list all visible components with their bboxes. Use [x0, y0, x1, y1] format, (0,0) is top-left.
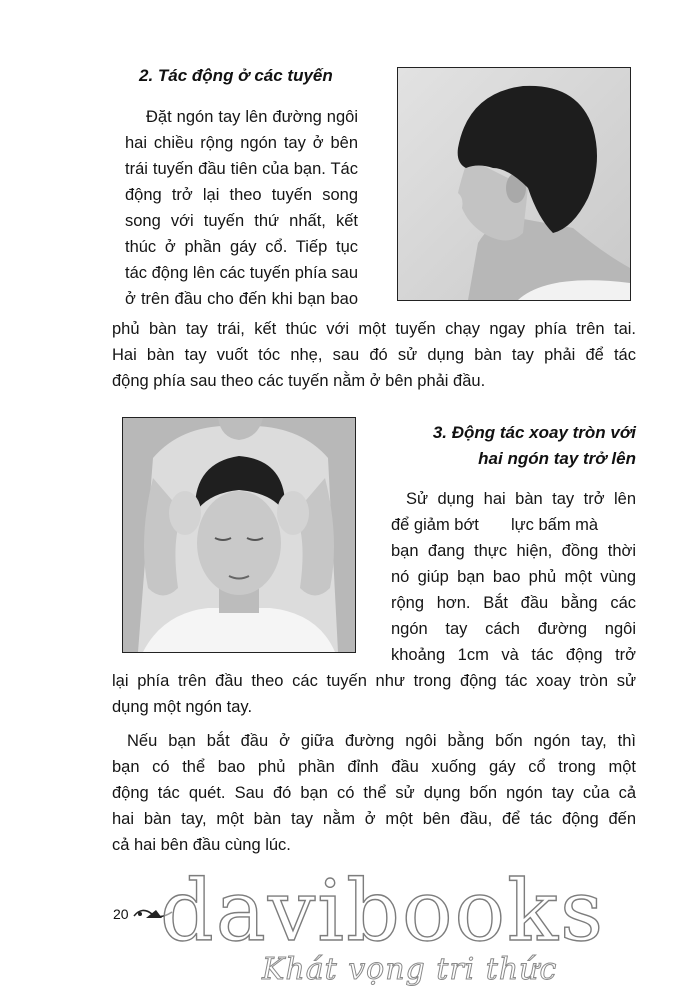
section-3-heading-line-2: hai ngón tay trở lên	[478, 449, 636, 468]
section-2-line-9: phủ bàn tay trái, kết thúc với một tuyến chạy ngay phía trên tai.	[112, 320, 636, 338]
paragraph-3-line-4: hai bàn tay, một bàn tay nằm ở một bên đầu, để tác động đến	[112, 810, 636, 828]
section-2-line-6: thúc ở phần gáy cổ. Tiếp tục	[125, 238, 358, 256]
section-2-line-1: Đặt ngón tay lên đường ngôi	[146, 108, 358, 126]
paragraph-3-line-2: bạn có thể bao phủ phần đỉnh đầu xuống gáy cổ trong một	[112, 758, 636, 776]
section-3-line-9: dụng một ngón tay.	[112, 698, 253, 716]
paragraph-3-line-1: Nếu bạn bắt đầu ở giữa đường ngôi bằng bốn ngón tay, thì	[127, 732, 636, 750]
section-3-heading-line-1: 3. Động tác xoay tròn với	[432, 423, 636, 442]
section-3-line-6: ngón tay cách đường ngôi	[391, 620, 636, 638]
section-2-line-10: Hai bàn tay vuốt tóc nhẹ, sau đó sử dụng bàn tay phải để tác	[112, 346, 636, 364]
front-view-illustration	[123, 418, 355, 652]
photo-two-hands-massage	[122, 417, 356, 653]
section-2-line-8: ở trên đầu cho đến khi bạn bao	[125, 290, 358, 308]
section-3-line-1: Sử dụng hai bàn tay trở lên	[406, 490, 636, 508]
section-3-line-5: rộng hơn. Bắt đầu bằng các	[391, 594, 636, 612]
section-3-line-2: để giảm bớt lực bấm mà	[391, 516, 599, 534]
section-3-line-4: nó giúp bạn bao phủ một vùng	[391, 568, 636, 586]
section-2-line-4: động trở lại theo tuyến song	[125, 186, 358, 204]
section-3-line-3: bạn đang thực hiện, đồng thời	[391, 542, 636, 560]
side-profile-illustration	[398, 68, 630, 300]
section-3-line-7: khoảng 1cm và tác động trở	[391, 646, 636, 664]
section-2-line-5: song với tuyến thứ nhất, kết	[125, 212, 358, 230]
section-2-line-7: tác động lên các tuyến phía sau	[125, 264, 358, 282]
paragraph-3-line-5: cả hai bên đầu cùng lúc.	[112, 836, 291, 854]
section-3-line-8: lại phía trên đầu theo các tuyến như trong động tác xoay tròn sử	[112, 672, 636, 690]
section-2-line-2: hai chiều rộng ngón tay ở bên	[125, 134, 358, 152]
section-2-line-11: động phía sau theo các tuyến nằm ở bên phải đầu.	[112, 372, 486, 390]
watermark-tagline: Khát vọng tri thức	[262, 952, 558, 987]
watermark-brand: davibooks	[160, 862, 606, 960]
page-number: 20	[113, 906, 129, 922]
section-2-heading: 2. Tác động ở các tuyến	[139, 66, 333, 85]
section-2-line-3: trái tuyến đầu tiên của bạn. Tác	[125, 160, 358, 178]
photo-side-profile	[397, 67, 631, 301]
paragraph-3-line-3: động tác quét. Sau đó bạn có thể sử dụng bốn ngón tay của cả	[112, 784, 636, 802]
